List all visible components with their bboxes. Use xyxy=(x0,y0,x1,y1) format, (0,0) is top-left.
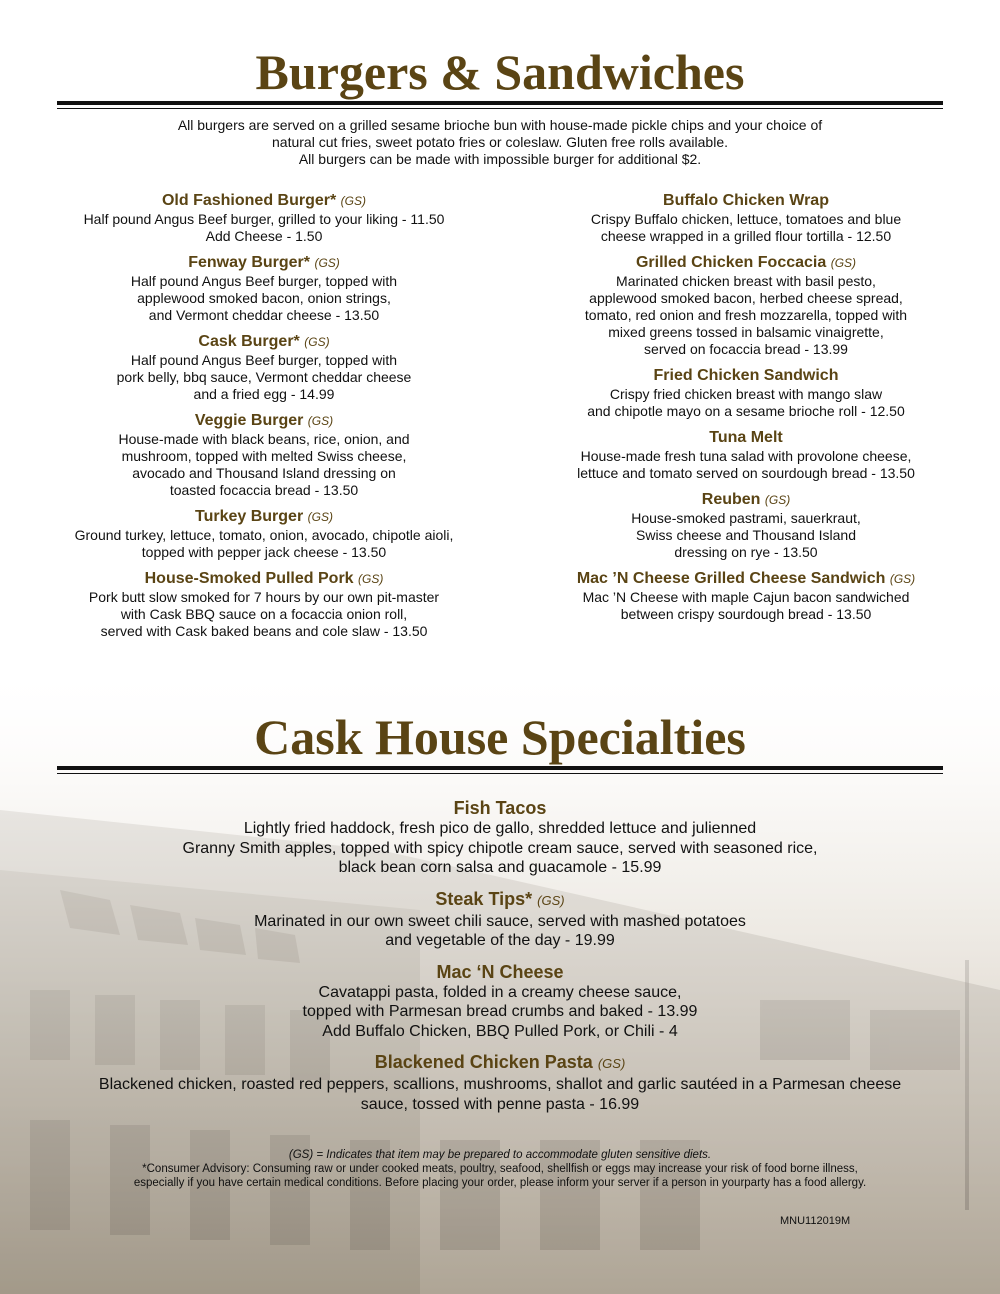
menu-item-description: cheese wrapped in a grilled flour tortilla - 12.50 xyxy=(600,228,892,244)
menu-item-buffalo-chicken-wrap xyxy=(512,191,980,245)
menu-item-description: Mac ’N Cheese with maple Cajun bacon sandwiched xyxy=(582,589,910,605)
menu-item-description: Half pound Angus Beef burger, grilled to your liking - 11.50 xyxy=(83,211,445,227)
burgers-intro xyxy=(100,117,900,168)
burgers-right-column xyxy=(512,191,980,631)
menu-item-pulled-pork xyxy=(32,569,496,640)
gluten-sensitive-tag: (GS) xyxy=(314,256,340,270)
menu-item-description: Half pound Angus Beef burger, topped with xyxy=(130,352,398,368)
menu-item-description: and a fried egg - 14.99 xyxy=(193,386,335,402)
menu-item-name: Reuben (GS) xyxy=(701,491,791,508)
menu-item-fish-tacos xyxy=(20,797,980,878)
gluten-sensitive-tag: (GS) xyxy=(307,414,334,428)
menu-item-name: Turkey Burger (GS) xyxy=(195,508,333,525)
consumer-advisory-line: *Consumer Advisory: Consuming raw or under cooked meats, poultry, seafood, shellfish or eggs may increase your risk of food borne illness, xyxy=(142,1163,858,1175)
menu-item-name: Fried Chicken Sandwich xyxy=(653,367,839,384)
menu-item-cask-burger xyxy=(32,332,496,403)
menu-item-mac-cheese-grilled-cheese xyxy=(512,569,980,623)
menu-item-description: Granny Smith apples, topped with spicy chipotle cream sauce, served with seasoned rice, xyxy=(182,839,818,857)
specialties-section-title: Cask House Specialties xyxy=(254,709,746,765)
menu-item-name: Cask Burger* (GS) xyxy=(198,333,330,350)
gluten-sensitive-tag: (GS) xyxy=(537,892,565,908)
gluten-sensitive-tag: (GS) xyxy=(358,572,384,586)
burgers-left-column xyxy=(32,191,496,648)
menu-item-fried-chicken-sandwich xyxy=(512,366,980,420)
menu-item-turkey-burger xyxy=(32,507,496,561)
menu-item-description: black bean corn salsa and guacamole - 15.99 xyxy=(338,859,662,876)
intro-line: All burgers can be made with impossible burger for additional $2. xyxy=(298,151,702,167)
menu-item-description: Half pound Angus Beef burger, topped with xyxy=(130,273,398,289)
menu-item-name: Grilled Chicken Foccacia (GS) xyxy=(635,254,857,271)
menu-item-blackened-chicken-pasta xyxy=(20,1051,980,1114)
menu-item-old-fashioned-burger xyxy=(32,191,496,245)
menu-item-name: Fenway Burger* (GS) xyxy=(188,254,340,271)
menu-item-name: House-Smoked Pulled Pork (GS) xyxy=(144,570,384,587)
menu-item-fenway-burger xyxy=(32,253,496,324)
menu-item-mac-n-cheese xyxy=(20,961,980,1042)
menu-item-description: applewood smoked bacon, onion strings, xyxy=(137,290,391,306)
menu-item-name: Mac ’N Cheese Grilled Cheese Sandwich (GS) xyxy=(576,570,916,587)
menu-item-tuna-melt xyxy=(512,428,980,482)
gluten-sensitive-tag: (GS) xyxy=(340,194,367,208)
menu-item-description: Blackened chicken, roasted red peppers, scallions, mushrooms, shallot and garlic sautéed in a Parmesan cheese xyxy=(98,1076,902,1093)
menu-item-description: mushroom, topped with melted Swiss cheese, xyxy=(121,448,407,464)
gluten-sensitive-tag: (GS) xyxy=(304,335,330,349)
menu-item-description: with Cask BBQ sauce on a focaccia onion roll, xyxy=(120,606,408,622)
menu-item-name: Old Fashioned Burger* (GS) xyxy=(161,192,367,209)
menu-item-name: Mac ‘N Cheese xyxy=(436,961,564,982)
menu-item-description: toasted focaccia bread - 13.50 xyxy=(169,482,359,498)
intro-line: natural cut fries, sweet potato fries or coleslaw. Gluten free rolls available. xyxy=(272,134,728,150)
menu-item-description: Marinated chicken breast with basil pesto, xyxy=(616,273,876,289)
menu-item-description: Swiss cheese and Thousand Island xyxy=(636,527,856,543)
menu-item-veggie-burger xyxy=(32,411,496,499)
menu-item-description: Pork butt slow smoked for 7 hours by our own pit-master xyxy=(88,589,440,605)
gluten-sensitive-note: (GS) = Indicates that item may be prepared to accommodate gluten sensitive diets. xyxy=(288,1149,712,1161)
menu-item-description: dressing on rye - 13.50 xyxy=(674,544,818,560)
menu-item-description: Marinated in our own sweet chili sauce, served with mashed potatoes xyxy=(254,912,746,930)
menu-item-description: and vegetable of the day - 19.99 xyxy=(385,932,615,949)
menu-item-description: Crispy Buffalo chicken, lettuce, tomatoes and blue xyxy=(590,211,902,227)
menu-item-description: lettuce and tomato served on sourdough bread - 13.50 xyxy=(577,465,915,481)
menu-item-description: served with Cask baked beans and cole slaw - 13.50 xyxy=(100,623,428,639)
menu-item-description: and Vermont cheddar cheese - 13.50 xyxy=(148,307,380,323)
burgers-title-rule xyxy=(57,101,943,109)
menu-item-description: topped with pepper jack cheese - 13.50 xyxy=(141,544,387,560)
gluten-sensitive-tag: (GS) xyxy=(889,572,916,586)
menu-item-description: and chipotle mayo on a sesame brioche roll - 12.50 xyxy=(587,403,905,419)
specialties-title-rule xyxy=(57,766,943,774)
menu-item-reuben xyxy=(512,490,980,561)
menu-item-name: Veggie Burger (GS) xyxy=(194,412,334,429)
menu-item-name: Tuna Melt xyxy=(709,429,783,446)
menu-item-description: House-made fresh tuna salad with provolone cheese, xyxy=(580,448,912,464)
gluten-sensitive-tag: (GS) xyxy=(764,493,791,507)
intro-line: All burgers are served on a grilled sesame brioche bun with house-made pickle chips and your choice of xyxy=(177,117,823,133)
burgers-section-title: Burgers & Sandwiches xyxy=(255,44,745,100)
menu-item-description: sauce, tossed with penne pasta - 16.99 xyxy=(360,1095,640,1113)
menu-item-description: Cavatappi pasta, folded in a creamy cheese sauce, xyxy=(318,983,682,1001)
menu-code: MNU112019M xyxy=(780,1215,851,1227)
menu-item-description: Add Buffalo Chicken, BBQ Pulled Pork, or Chili - 4 xyxy=(322,1022,678,1040)
menu-item-description: between crispy sourdough bread - 13.50 xyxy=(620,606,872,622)
gluten-sensitive-tag: (GS) xyxy=(830,256,857,270)
consumer-advisory-line: especially if you have certain medical conditions. Before placing your order, please inform your server if a person in yourparty has a food allergy. xyxy=(133,1177,867,1189)
menu-item-name: Fish Tacos xyxy=(453,798,547,818)
menu-item-description: House-smoked pastrami, sauerkraut, xyxy=(631,510,861,526)
gluten-sensitive-tag: (GS) xyxy=(597,1056,626,1071)
gluten-sensitive-tag: (GS) xyxy=(307,510,333,524)
menu-item-description: served on focaccia bread - 13.99 xyxy=(644,341,848,357)
menu-footnotes xyxy=(40,1148,960,1190)
menu-item-description: applewood smoked bacon, herbed cheese spread, xyxy=(589,290,903,306)
menu-item-description: pork belly, bbq sauce, Vermont cheddar cheese xyxy=(116,369,412,385)
menu-item-description: Add Cheese - 1.50 xyxy=(205,228,323,244)
menu-item-name: Steak Tips* (GS) xyxy=(435,888,565,909)
menu-item-name: Blackened Chicken Pasta (GS) xyxy=(374,1052,626,1072)
specialties-list xyxy=(20,797,980,1124)
menu-item-description: tomato, red onion and fresh mozzarella, topped with xyxy=(584,307,908,323)
menu-item-description: Lightly fried haddock, fresh pico de gallo, shredded lettuce and julienned xyxy=(243,820,757,837)
menu-item-name: Buffalo Chicken Wrap xyxy=(663,192,829,209)
menu-item-description: Crispy fried chicken breast with mango slaw xyxy=(609,386,883,402)
menu-item-description: mixed greens tossed in balsamic vinaigrette, xyxy=(608,324,884,340)
menu-item-steak-tips xyxy=(20,888,980,951)
menu-item-grilled-chicken-foccacia xyxy=(512,253,980,358)
menu-item-description: topped with Parmesan bread crumbs and baked - 13.99 xyxy=(302,1003,698,1020)
menu-item-description: Ground turkey, lettuce, tomato, onion, avocado, chipotle aioli, xyxy=(74,527,454,543)
menu-item-description: avocado and Thousand Island dressing on xyxy=(132,465,396,481)
menu-item-description: House-made with black beans, rice, onion, and xyxy=(118,431,410,447)
